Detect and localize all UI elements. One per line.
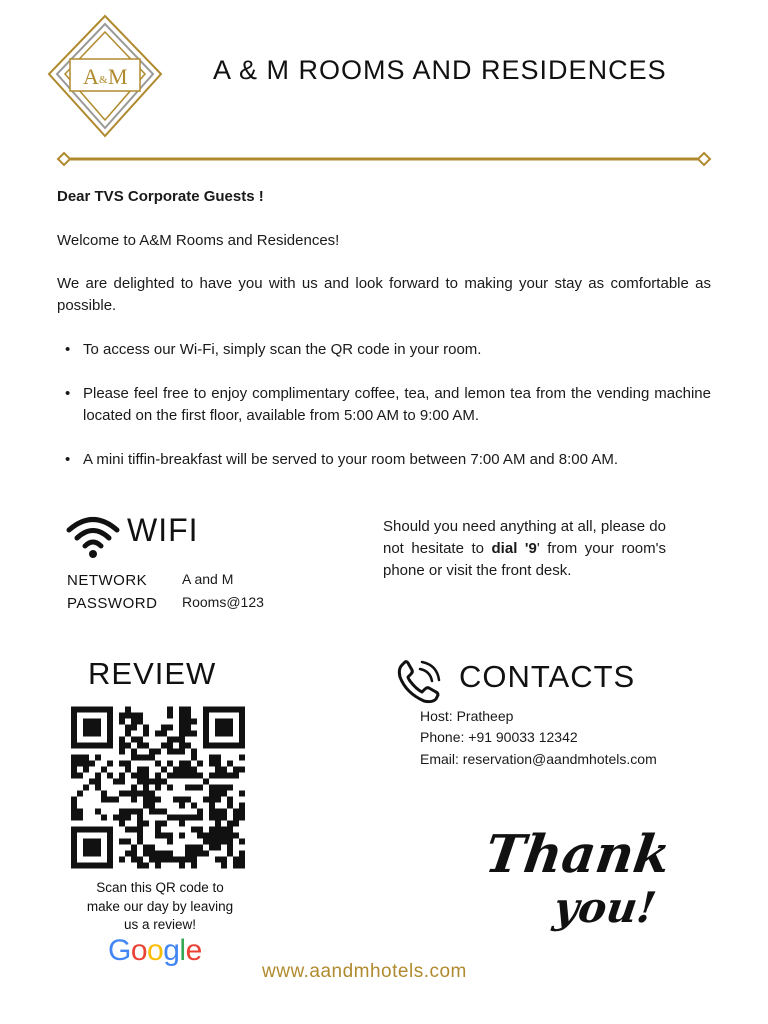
logo-letter-m: M [108, 64, 128, 89]
google-letter: G [108, 934, 131, 967]
review-title: REVIEW [88, 656, 217, 691]
list-item: • Please feel free to enjoy complimentary coffee, tea, and lemon tea from the vending machine located on the first floor, available from 5:00 AM to 9:00 AM. [83, 383, 711, 427]
network-value: A and M [182, 571, 234, 587]
assistance-text: Should you need anything at all, please do not hesitate to [383, 518, 666, 557]
info-list [57, 339, 711, 471]
logo-letter-a: A [83, 64, 99, 89]
thank-text: Thank [481, 824, 675, 885]
password-value: Rooms@123 [182, 594, 264, 610]
assistance-note [383, 516, 666, 582]
google-letter: o [130, 934, 148, 967]
network-label: NETWORK [67, 572, 148, 589]
contacts-title: CONTACTS [459, 659, 636, 694]
google-letter: l [179, 934, 186, 967]
intro-paragraph: We are delighted to have you with us and look forward to making your stay as comfortable as possible. [57, 275, 711, 314]
phone-contact[interactable]: Phone: +91 90033 12342 [420, 729, 578, 745]
google-letter: o [147, 934, 164, 967]
wifi-title: WIFI [127, 512, 199, 548]
hotel-logo [46, 14, 164, 140]
list-item: • A mini tiffin-breakfast will be served to your room between 7:00 AM and 8:00 AM. [83, 449, 711, 471]
google-letter: e [185, 934, 202, 967]
qr-caption: Scan this QR code to make our day by leaving us a review! [86, 880, 234, 932]
hotel-name: A & M ROOMS AND RESIDENCES [213, 55, 667, 85]
email-contact[interactable]: Email: reservation@aandmhotels.com [420, 751, 657, 767]
assistance-text-end: ' from your room's phone or visit the front desk. [383, 540, 667, 579]
host-contact: Host: Pratheep [420, 708, 514, 724]
website-link[interactable]: www.aandmhotels.com [262, 961, 467, 982]
header-divider [56, 150, 712, 168]
logo-ampersand: & [99, 74, 108, 86]
welcome-line: Welcome to A&M Rooms and Residences! [57, 232, 340, 249]
greeting: Dear TVS Corporate Guests ! [57, 188, 264, 205]
wifi-icon [66, 515, 120, 559]
google-logo [108, 933, 212, 969]
review-qr-code[interactable] [71, 706, 245, 869]
password-label: PASSWORD [67, 595, 158, 612]
google-letter: g [163, 934, 180, 967]
you-text: you! [550, 882, 660, 932]
thank-you-script [481, 810, 675, 940]
dial-instruction: dial '9 [491, 540, 537, 557]
list-item: • To access our Wi-Fi, simply scan the QR code in your room. [83, 339, 711, 361]
phone-icon [396, 659, 442, 705]
